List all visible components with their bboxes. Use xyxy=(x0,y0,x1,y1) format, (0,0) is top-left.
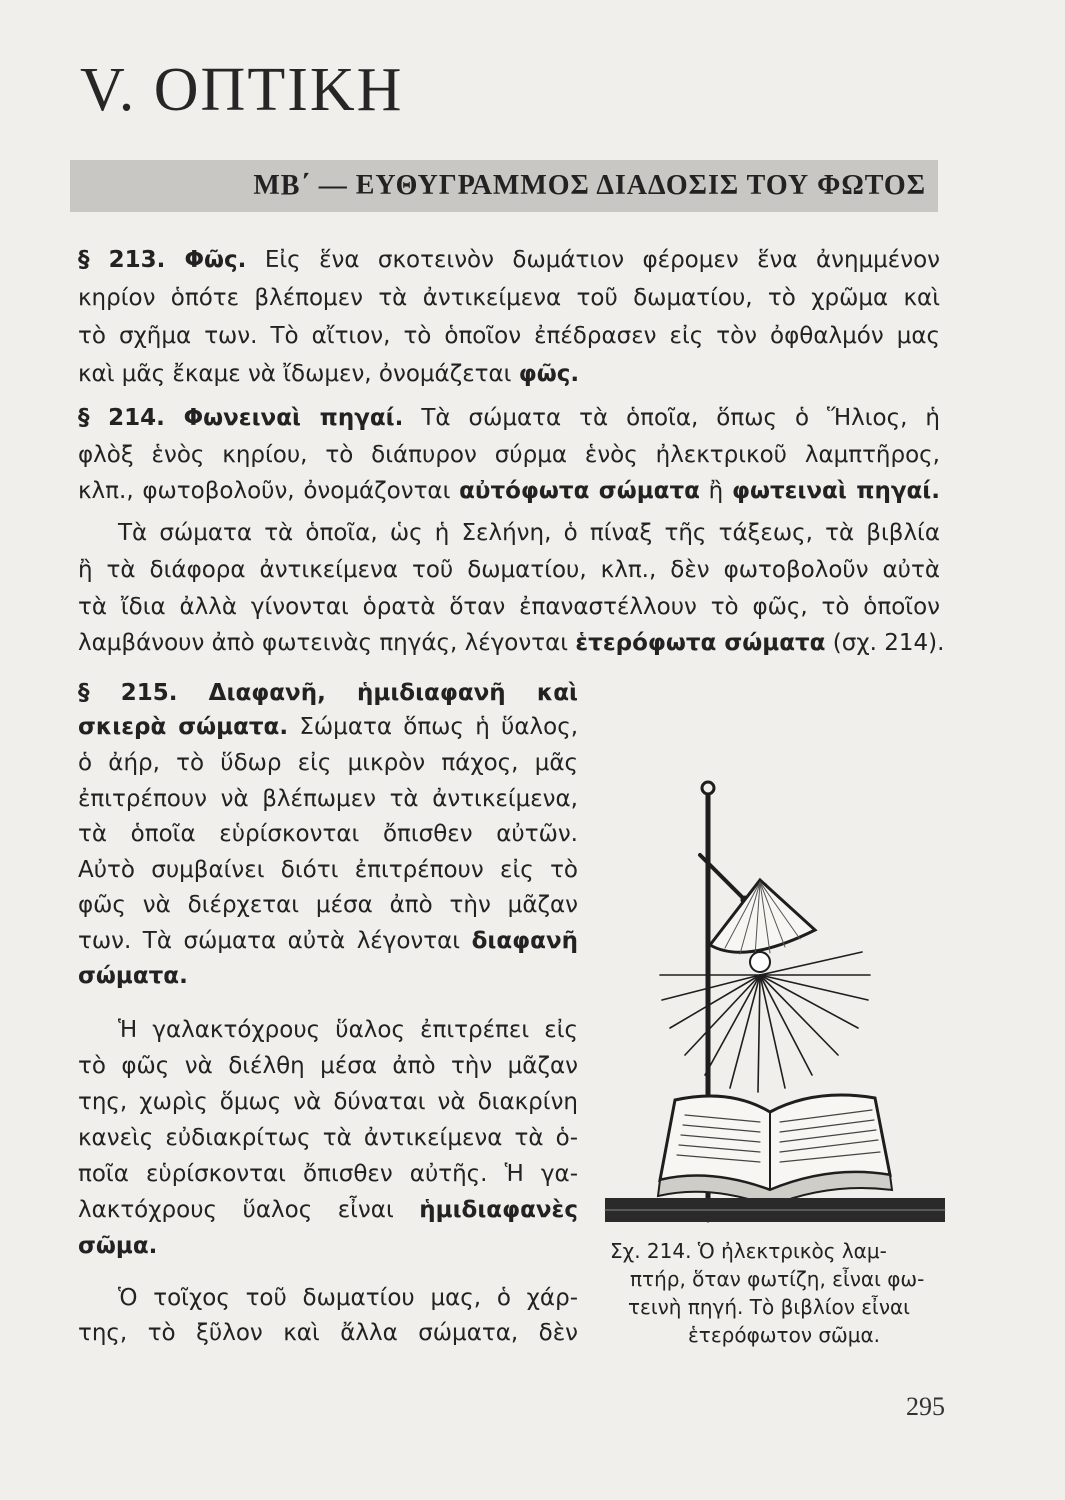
p214-line-3: κλπ., φωτοβολοῦν, ὀνομάζονται αὐτόφωτα σώματα ἢ φωτειναὶ πηγαί. xyxy=(78,478,940,504)
p215-m-line-4: κανεὶς εὐδιακρίτως τὰ ἀντικείμενα τὰ ὁ- xyxy=(78,1125,578,1151)
p215-m-line-6: λακτόχρους ὕαλος εἶναι ἡμιδιαφανὲς xyxy=(78,1197,578,1223)
term-fos: φῶς. xyxy=(518,361,580,387)
p214-heading: § 214. Φωνειναὶ πηγαί. xyxy=(78,405,404,431)
term-imidiafanes: ἡμιδιαφανὲς xyxy=(419,1197,578,1223)
p214-line-4: Τὰ σώματα τὰ ὁποῖα, ὡς ἡ Σελήνη, ὁ πίναξ τῆς τάξεως, τὰ βιβλία xyxy=(118,520,940,546)
figure-caption-line-3: τεινὴ πηγή. Τὸ βιβλίον εἶναι xyxy=(628,1295,910,1319)
section-title: ΜΒ΄ — ΕΥΘΥΓΡΑΜΜΟΣ ΔΙΑΔΟΣΙΣ ΤΟΥ ΦΩΤΟΣ xyxy=(253,170,926,201)
p215-heading: § 215. Διαφανῆ, ἡμιδιαφανῆ καὶ xyxy=(78,680,578,706)
p214-line-2: φλὸξ ἑνὸς κηρίου, τὸ διάπυρον σύρμα ἑνὸς ἠλεκτρικοῦ λαμπτῆρος, xyxy=(78,442,940,468)
term-eterofota: ἑτερόφωτα σώματα xyxy=(575,630,826,656)
p215-line-6: Αὐτὸ συμβαίνει διότι ἐπιτρέπουν εἰς τὸ xyxy=(78,857,578,883)
p215-line-5: τὰ ὁποῖα εὑρίσκονται ὄπισθεν αὐτῶν. xyxy=(78,821,578,847)
figure-caption-line-1: Σχ. 214. Ὁ ἠλεκτρικὸς λαμ- xyxy=(610,1239,887,1263)
p214-line-6: τὰ ἴδια ἀλλὰ γίνονται ὁρατὰ ὅταν ἐπαναστέλλουν τὸ φῶς, τὸ ὁποῖον xyxy=(78,594,940,620)
p215-line-3: ὁ ἀήρ, τὸ ὕδωρ εἰς μικρὸν πάχος, μᾶς xyxy=(78,750,578,776)
p215-m-line-3: της, χωρὶς ὅμως νὰ δύναται νὰ διακρίνη xyxy=(78,1089,578,1115)
term-diafani: διαφανῆ xyxy=(471,928,578,954)
p214-line-7: λαμβάνουν ἀπὸ φωτεινὰς πηγάς, λέγονται ἑτερόφωτα σώματα (σχ. 214). xyxy=(78,630,945,656)
term-autofota: αὐτόφωτα σώματα xyxy=(459,478,700,504)
p215-line-9: σώματα. xyxy=(78,963,188,989)
p213-heading: § 213. Φῶς. xyxy=(78,247,247,273)
p215-m-line-1: Ἡ γαλακτόχρους ὕαλος ἐπιτρέπει εἰς xyxy=(118,1017,578,1043)
section-banner xyxy=(70,160,938,212)
chapter-title: V. ΟΠΤΙΚΗ xyxy=(80,56,404,124)
p214-line-1: § 214. Φωνειναὶ πηγαί. Τὰ σώματα τὰ ὁποῖα, ὅπως ὁ Ἥλιος, ἡ xyxy=(78,405,940,431)
p215-m-line-2: τὸ φῶς νὰ διέλθη μέσα ἀπὸ τὴν μᾶζαν xyxy=(78,1053,578,1079)
p215-line-7: φῶς νὰ διέρχεται μέσα ἀπὸ τὴν μᾶζαν xyxy=(78,892,578,918)
page-number: 295 xyxy=(906,1392,945,1421)
p215-n-line-2: της, τὸ ξῦλον καὶ ἄλλα σώματα, δὲν xyxy=(78,1320,578,1346)
p215-line-8: των. Τὰ σώματα αὐτὰ λέγονται διαφανῆ xyxy=(78,928,578,954)
figure-caption-line-4: ἑτερόφωτον σῶμα. xyxy=(688,1323,881,1347)
p213-line-3: τὸ σχῆμα των. Τὸ αἴτιον, τὸ ὁποῖον ἐπέδρασεν εἰς τὸν ὀφθαλμόν μας xyxy=(78,323,940,349)
p215-m-line-5: ποῖα εὑρίσκονται ὄπισθεν αὐτῆς. Ἡ γα- xyxy=(78,1161,578,1187)
lamp-book-illustration xyxy=(600,770,950,1240)
p213-line-4: καὶ μᾶς ἔκαμε νὰ ἴδωμεν, ὀνομάζεται φῶς. xyxy=(78,361,580,387)
p215-line-2: σκιερὰ σώματα. Σώματα ὅπως ἡ ὕαλος, xyxy=(78,714,579,740)
p215-m-line-7: σῶμα. xyxy=(78,1233,158,1259)
p213-line-2: κηρίον ὁπότε βλέπομεν τὰ ἀντικείμενα τοῦ δωματίου, τὸ χρῶμα καὶ xyxy=(78,285,940,311)
figure-caption-line-2: πτήρ, ὅταν φωτίζη, εἶναι φω- xyxy=(630,1267,925,1291)
p213-line-1: § 213. Φῶς. Εἰς ἕνα σκοτεινὸν δωμάτιον φέρομεν ἕνα ἀνημμένον xyxy=(78,247,940,273)
p215-line-4: ἐπιτρέπουν νὰ βλέπωμεν τὰ ἀντικείμενα, xyxy=(78,786,578,812)
p215-n-line-1: Ὁ τοῖχος τοῦ δωματίου μας, ὁ χάρ- xyxy=(118,1285,578,1311)
term-foteinai-pigai: φωτειναὶ πηγαί. xyxy=(731,478,940,504)
p215-line-1 xyxy=(78,678,578,709)
p214-line-5: ἢ τὰ διάφορα ἀντικείμενα τοῦ δωματίου, κλπ., δὲν φωτοβολοῦν αὐτὰ xyxy=(78,557,940,583)
